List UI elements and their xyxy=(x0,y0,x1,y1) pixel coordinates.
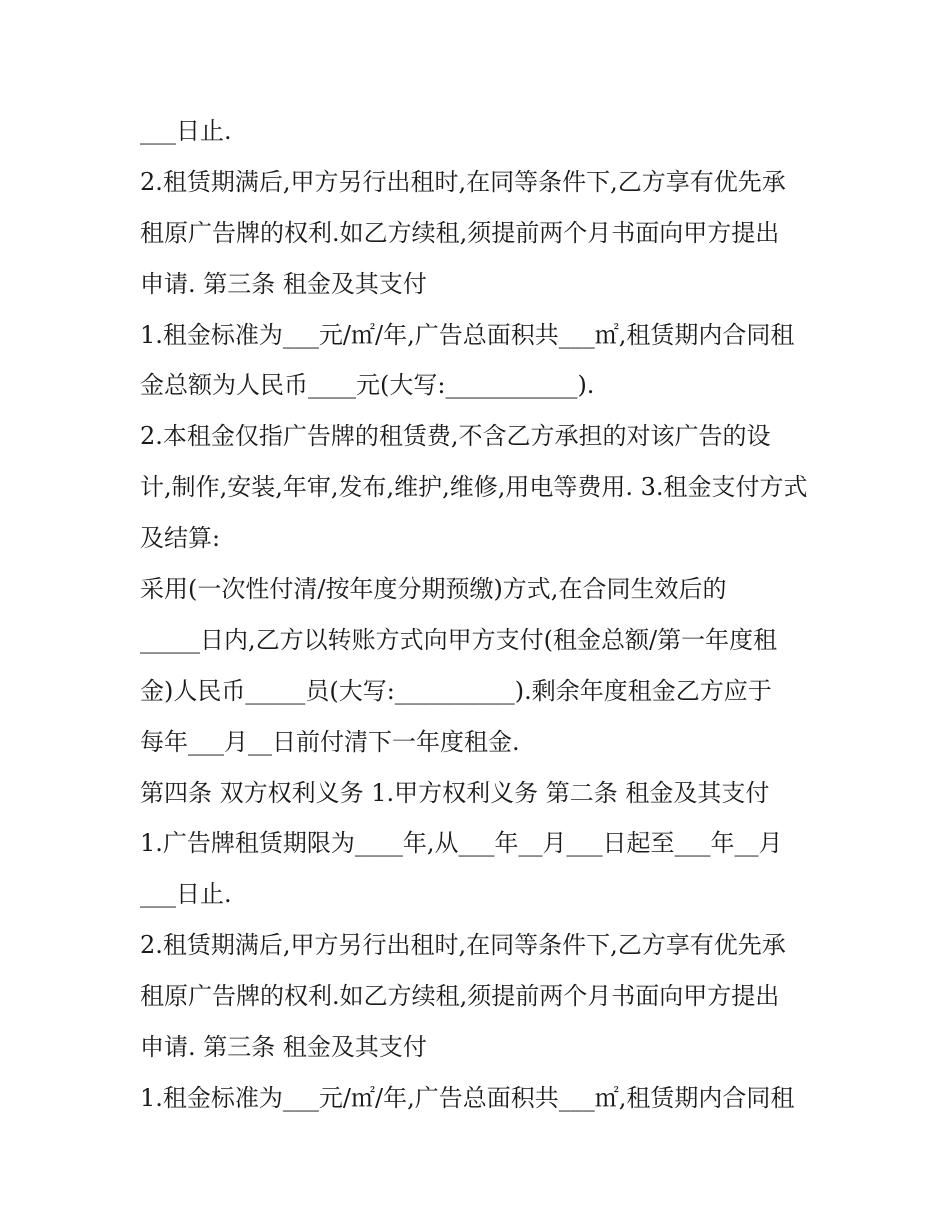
text-line-12: 金)人民币_____员(大写:__________).剩余年度租金乙方应于 xyxy=(140,676,772,705)
text-line-13: 每年___月__日前付清下一年度租金. xyxy=(140,727,520,756)
text-line-11: _____日内,乙方以转账方式向甲方支付(租金总额/第一年度租 xyxy=(140,625,778,654)
text-line-9: 及结算: xyxy=(140,524,221,553)
text-line-1: ___日止. xyxy=(140,117,232,145)
text-line-6: 金总额为人民币____元(大写:___________). xyxy=(140,371,595,400)
text-line-17: 2.租赁期满后,甲方另行出租时,在同等条件下,乙方享有优先承 xyxy=(140,931,786,960)
text-line-5: 1.租金标准为___元/㎡/年,广告总面积共___㎡,租赁期内合同租 xyxy=(140,320,795,349)
text-line-10: 采用(一次性付清/按年度分期预缴)方式,在合同生效后的 xyxy=(140,575,727,604)
text-line-3: 租原广告牌的权利.如乙方续租,须提前两个月书面向甲方提出 xyxy=(140,218,780,247)
text-line-14: 第四条 双方权利义务 1.甲方权利义务 第二条 租金及其支付 xyxy=(140,778,770,807)
text-line-8: 计,制作,安装,年审,发布,维护,维修,用电等费用. 3.租金支付方式 xyxy=(140,473,808,502)
text-line-4: 申请. 第三条 租金及其支付 xyxy=(140,269,427,298)
document-body xyxy=(140,106,820,1124)
text-line-15: 1.广告牌租赁期限为____年,从___年__月___日起至___年__月 xyxy=(140,829,783,858)
text-line-19: 申请. 第三条 租金及其支付 xyxy=(140,1033,427,1062)
text-line-20: 1.租金标准为___元/㎡/年,广告总面积共___㎡,租赁期内合同租 xyxy=(140,1083,795,1112)
text-line-7: 2.本租金仅指广告牌的租赁费,不含乙方承担的对该广告的设 xyxy=(140,422,771,451)
text-line-16: ___日止. xyxy=(140,880,232,909)
text-line-2: 2.租赁期满后,甲方另行出租时,在同等条件下,乙方享有优先承 xyxy=(140,167,786,196)
text-line-18: 租原广告牌的权利.如乙方续租,须提前两个月书面向甲方提出 xyxy=(140,982,780,1011)
